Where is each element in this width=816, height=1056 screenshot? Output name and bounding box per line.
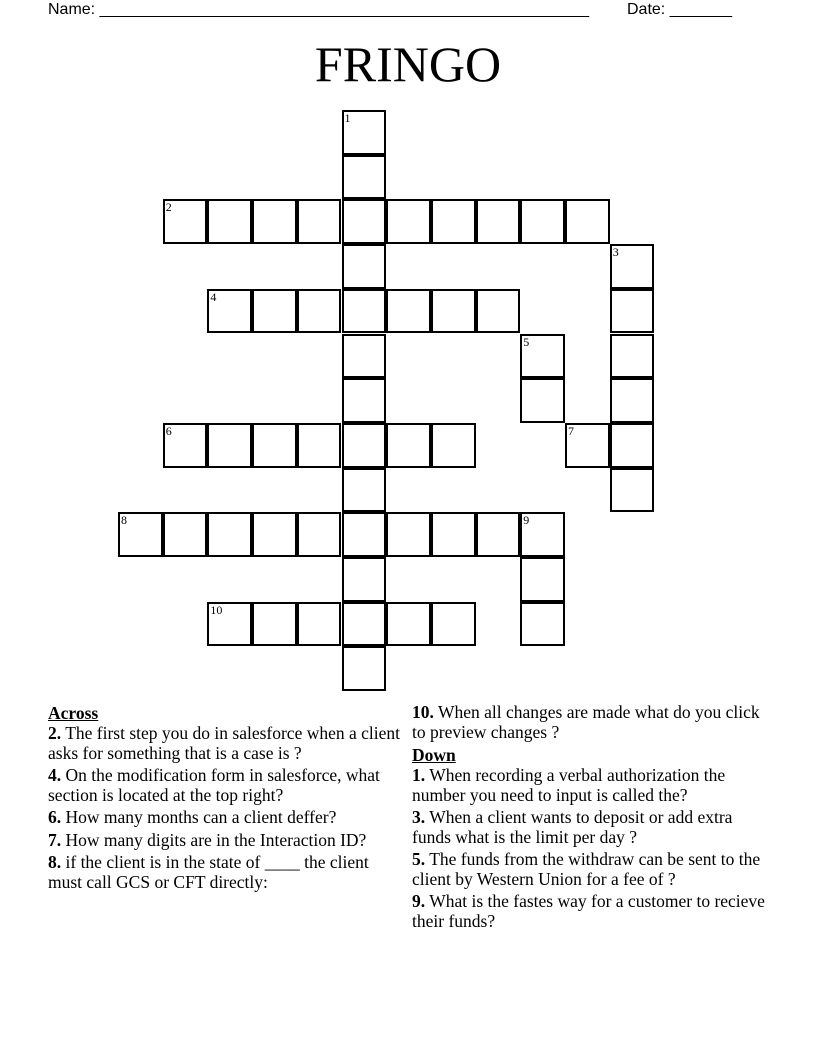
grid-cell[interactable] [386, 512, 431, 557]
clue-num: 7. [48, 829, 62, 850]
grid-cell[interactable] [476, 289, 521, 334]
clue-num: 10. [412, 702, 434, 722]
grid-cell[interactable] [610, 378, 655, 423]
across-heading: Across [48, 703, 99, 723]
clue-number: 9 [523, 513, 530, 528]
grid-cell[interactable] [386, 423, 431, 468]
clue [412, 808, 772, 847]
grid-cell[interactable] [297, 423, 342, 468]
clue-text: When all changes are made what do you click to preview changes ? [412, 702, 760, 742]
clue-number: 5 [523, 334, 530, 349]
grid-cell[interactable] [386, 199, 431, 244]
grid-cell[interactable] [342, 334, 387, 379]
clue [48, 766, 403, 805]
clue-num: 6. [48, 807, 62, 827]
grid-cell[interactable] [342, 110, 387, 155]
clue-number: 10 [210, 602, 223, 617]
grid-cell[interactable] [207, 199, 252, 244]
grid-cell[interactable] [163, 199, 208, 244]
grid-cell[interactable] [520, 378, 565, 423]
grid-cell[interactable] [565, 423, 610, 468]
clue-number: 7 [568, 423, 574, 438]
grid-cell[interactable] [386, 289, 431, 334]
grid-cell[interactable] [207, 512, 252, 557]
clue-text: How many months can a client deffer? [65, 807, 337, 827]
grid-cell[interactable] [342, 289, 387, 334]
grid-cell[interactable] [297, 512, 342, 557]
page-title: FRINGO [314, 36, 502, 92]
grid-cell[interactable] [342, 155, 387, 200]
grid-cell[interactable] [520, 334, 565, 379]
grid-cell[interactable] [252, 602, 297, 647]
clue [48, 724, 403, 763]
grid-cell[interactable] [431, 423, 476, 468]
clue [48, 808, 403, 828]
clue-num: 8. [48, 852, 62, 872]
grid-cell[interactable] [297, 199, 342, 244]
clue-text: The first step you do in salesforce when a client asks for something that is a case is ? [48, 723, 401, 763]
clue-text: if the client is in the state of ____ the client must call GCS or CFT directly: [48, 852, 369, 892]
grid-cell[interactable] [207, 423, 252, 468]
clue-num: 5. [412, 849, 426, 869]
clue-text: The funds from the withdraw can be sent to the client by Western Union for a fee of ? [412, 849, 761, 889]
clue-number: 6 [165, 423, 172, 438]
grid-cell[interactable] [520, 199, 565, 244]
clue-num: 1. [412, 765, 426, 785]
clue-text: When recording a verbal authorization the number you need to input is called the? [412, 765, 726, 805]
grid-cell[interactable] [297, 289, 342, 334]
grid-cell[interactable] [476, 199, 521, 244]
grid-cell[interactable] [610, 244, 655, 289]
date-field[interactable]: Date: _______ [627, 1, 732, 18]
grid-cell[interactable] [252, 289, 297, 334]
clue-number: 8 [121, 513, 127, 528]
clue-number: 4 [210, 289, 217, 304]
grid-cell[interactable] [610, 468, 655, 513]
grid-cell[interactable] [297, 602, 342, 647]
grid-cell[interactable] [342, 468, 387, 513]
grid-cell[interactable] [252, 423, 297, 468]
grid-cell[interactable] [342, 244, 387, 289]
grid-cell[interactable] [342, 423, 387, 468]
clue-number: 2 [165, 200, 172, 215]
clue-number: 3 [612, 245, 619, 260]
grid-cell[interactable] [207, 289, 252, 334]
grid-cell[interactable] [163, 423, 208, 468]
clue-text: On the modification form in salesforce, what section is located at the top right? [48, 765, 380, 805]
grid-cell[interactable] [342, 199, 387, 244]
clue [412, 703, 772, 742]
clue-number: 1 [344, 111, 351, 125]
grid-cell[interactable] [610, 289, 655, 334]
clue [412, 766, 772, 805]
clues-right-column [412, 703, 772, 934]
clues-left-column [48, 703, 403, 895]
grid-cell[interactable] [520, 557, 565, 602]
grid-cell[interactable] [342, 378, 387, 423]
clue [48, 853, 403, 892]
clue-num: 4. [48, 765, 62, 785]
grid-cell[interactable] [520, 512, 565, 557]
clue-num: 3. [412, 807, 426, 827]
clue-text: What is the fastes way for a customer to recieve their funds? [412, 891, 765, 931]
grid-cell[interactable] [386, 602, 431, 647]
clue-text: When a client wants to deposit or add extra funds what is the limit per day ? [412, 807, 733, 847]
grid-cell[interactable] [431, 602, 476, 647]
grid-cell[interactable] [252, 199, 297, 244]
grid-cell[interactable] [342, 646, 387, 691]
grid-cell[interactable] [565, 199, 610, 244]
grid-cell[interactable] [342, 602, 387, 647]
grid-cell[interactable] [476, 512, 521, 557]
clue-text: How many digits are in the Interaction ID? [65, 829, 367, 850]
clue [412, 892, 772, 931]
grid-cell[interactable] [118, 512, 163, 557]
clue-num: 2. [48, 723, 62, 743]
clue-num: 9. [412, 891, 426, 911]
grid-cell[interactable] [252, 512, 297, 557]
grid-cell[interactable] [342, 512, 387, 557]
grid-cell[interactable] [207, 602, 252, 647]
grid-cell[interactable] [163, 512, 208, 557]
grid-cell[interactable] [431, 199, 476, 244]
grid-cell[interactable] [610, 423, 655, 468]
name-field[interactable]: Name: _______________________________________________________ [48, 1, 589, 18]
grid-cell[interactable] [431, 512, 476, 557]
grid-cell[interactable] [610, 334, 655, 379]
grid-cell[interactable] [520, 602, 565, 647]
clue [412, 850, 772, 889]
clue [48, 831, 403, 851]
down-heading: Down [412, 745, 456, 765]
grid-cell[interactable] [431, 289, 476, 334]
grid-cell[interactable] [342, 557, 387, 602]
